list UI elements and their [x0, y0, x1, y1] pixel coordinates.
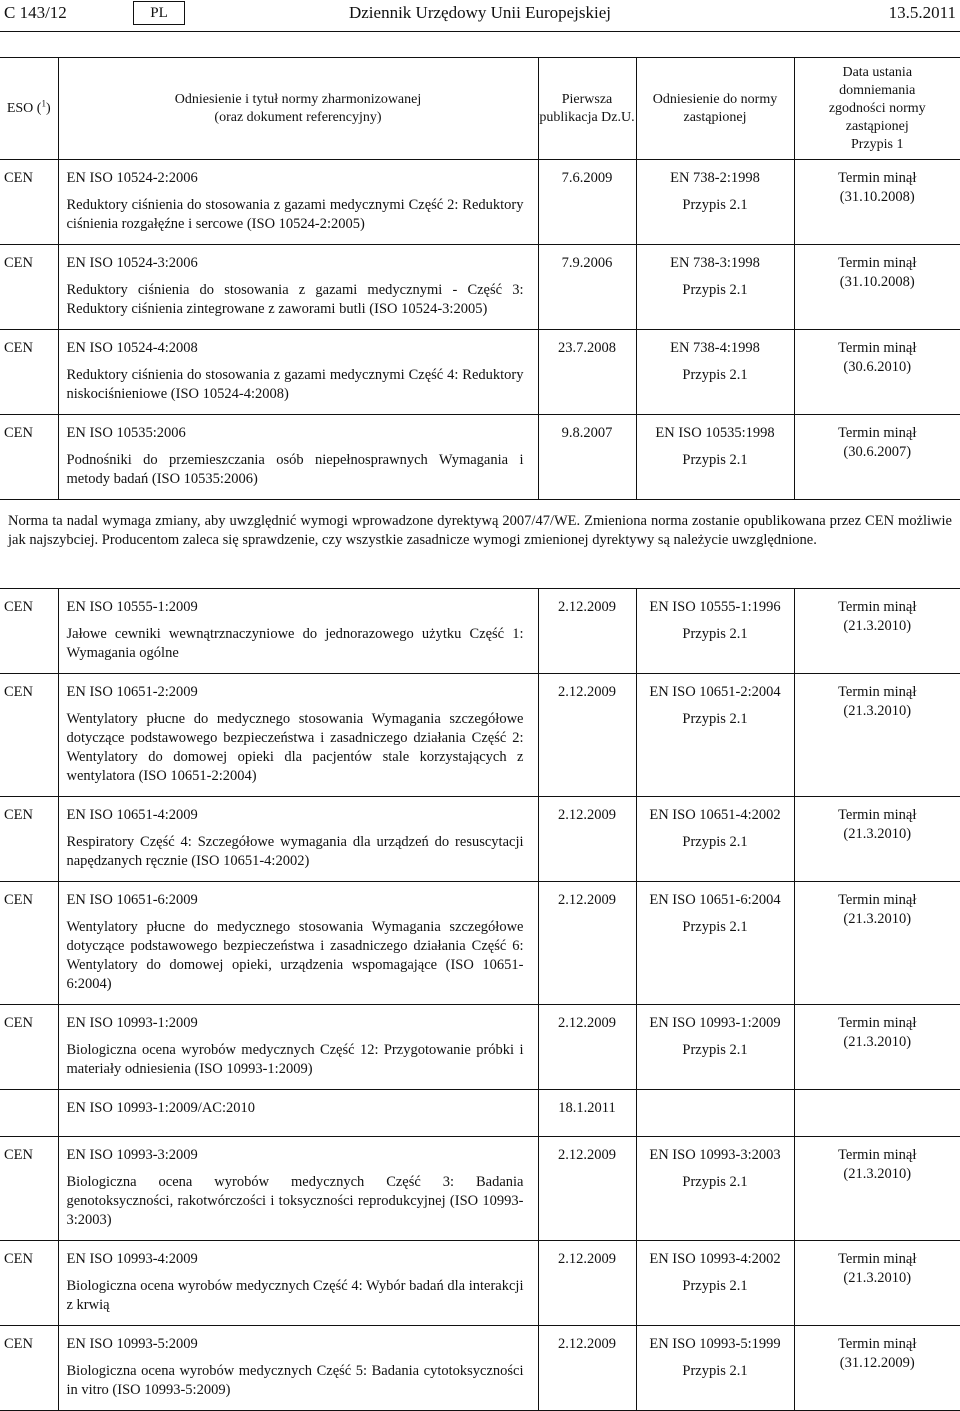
- cessation-status: Termin minął: [795, 1250, 960, 1269]
- eso-cell: [0, 1090, 58, 1137]
- eso-cell: [0, 245, 58, 330]
- eso-cell: [0, 1137, 58, 1241]
- table-row: [0, 882, 960, 1005]
- standard-reference: EN ISO 10524-4:2008: [67, 339, 524, 358]
- superseded-standard: EN 738-2:1998: [637, 169, 794, 188]
- superseded-standard: EN ISO 10535:1998: [637, 424, 794, 443]
- standard-title: Jałowe cewniki wewnątrznaczyniowe do jednorazowego użytku Część 1: Wymagania ogólne: [67, 625, 524, 663]
- eso-cell: [0, 330, 58, 415]
- superseded-note: Przypis 2.1: [637, 451, 794, 470]
- cessation-status: Termin minął: [795, 254, 960, 273]
- superseded-standard: EN ISO 10651-6:2004: [637, 891, 794, 910]
- eso-cell: [0, 1005, 58, 1090]
- reference-cell: [58, 330, 538, 415]
- first-publication-cell: [538, 1241, 636, 1326]
- standard-reference: EN ISO 10555-1:2009: [67, 598, 524, 617]
- superseded-note: Przypis 2.1: [637, 1277, 794, 1296]
- superseded-standard: EN ISO 10651-4:2002: [637, 806, 794, 825]
- table-row: [0, 245, 960, 330]
- header-superseded: Odniesienie do normy zastąpionej: [636, 58, 794, 160]
- superseded-standard: EN ISO 10993-1:2009: [637, 1014, 794, 1033]
- cessation-date: (31.12.2009): [795, 1354, 960, 1373]
- publication-date-value: 7.6.2009: [539, 169, 636, 188]
- cessation-cell: [794, 245, 960, 330]
- eso-cell: [0, 589, 58, 674]
- eso-body: CEN: [4, 683, 58, 702]
- standard-title: Biologiczna ocena wyrobów medycznych Część 4: Wybór badań dla interakcji z krwią: [67, 1277, 524, 1315]
- publication-date-value: 2.12.2009: [539, 1146, 636, 1165]
- reference-cell: [58, 797, 538, 882]
- superseded-note: Przypis 2.1: [637, 281, 794, 300]
- cessation-cell: [794, 1326, 960, 1411]
- eso-body: CEN: [4, 254, 58, 273]
- standard-title: Biologiczna ocena wyrobów medycznych Część 5: Badania cytotoksyczności in vitro (ISO 10993-5:2009): [67, 1362, 524, 1400]
- journal-title: Dziennik Urzędowy Unii Europejskiej: [0, 0, 960, 26]
- reference-cell: [58, 1005, 538, 1090]
- table-row: [0, 1090, 960, 1137]
- standard-reference: EN ISO 10524-2:2006: [67, 169, 524, 188]
- standard-reference: EN ISO 10993-1:2009/AC:2010: [67, 1099, 524, 1118]
- superseded-cell: [636, 245, 794, 330]
- eso-body: CEN: [4, 1335, 58, 1354]
- eso-cell: [0, 1326, 58, 1411]
- standard-title: Reduktory ciśnienia do stosowania z gazami medycznymi Część 4: Reduktory niskociśnieniowe (ISO 10524-4:2008): [67, 366, 524, 404]
- header-rule: [0, 31, 960, 32]
- table-row: [0, 1326, 960, 1411]
- eso-body: CEN: [4, 598, 58, 617]
- first-publication-cell: [538, 882, 636, 1005]
- first-publication-cell: [538, 1137, 636, 1241]
- standard-reference: EN ISO 10524-3:2006: [67, 254, 524, 273]
- reference-cell: [58, 882, 538, 1005]
- superseded-standard: EN ISO 10555-1:1996: [637, 598, 794, 617]
- eso-cell: [0, 882, 58, 1005]
- superseded-standard: EN ISO 10651-2:2004: [637, 683, 794, 702]
- first-publication-cell: [538, 160, 636, 245]
- publication-date-value: 2.12.2009: [539, 598, 636, 617]
- superseded-cell: [636, 330, 794, 415]
- superseded-cell: [636, 1326, 794, 1411]
- eso-body: CEN: [4, 1250, 58, 1269]
- standard-reference: EN ISO 10993-1:2009: [67, 1014, 524, 1033]
- cessation-cell: [794, 797, 960, 882]
- cessation-date: (21.3.2010): [795, 1165, 960, 1184]
- reference-cell: [58, 1241, 538, 1326]
- publication-date-value: 2.12.2009: [539, 1335, 636, 1354]
- eso-cell: [0, 1241, 58, 1326]
- cessation-date: (21.3.2010): [795, 617, 960, 636]
- cessation-cell: [794, 1137, 960, 1241]
- superseded-cell: [636, 160, 794, 245]
- superseded-note: Przypis 2.1: [637, 1362, 794, 1381]
- first-publication-cell: [538, 1090, 636, 1137]
- first-publication-cell: [538, 797, 636, 882]
- first-publication-cell: [538, 674, 636, 797]
- first-publication-cell: [538, 1326, 636, 1411]
- cessation-date: (21.3.2010): [795, 702, 960, 721]
- superseded-standard: EN 738-4:1998: [637, 339, 794, 358]
- cessation-status: Termin minął: [795, 339, 960, 358]
- cessation-date: (31.10.2008): [795, 188, 960, 207]
- standard-title: Biologiczna ocena wyrobów medycznych Część 12: Przygotowanie próbki i materiały odniesienia (ISO 10993-1:2009): [67, 1041, 524, 1079]
- first-publication-cell: [538, 245, 636, 330]
- cessation-date: (21.3.2010): [795, 825, 960, 844]
- page-header: [0, 0, 960, 26]
- superseded-note: Przypis 2.1: [637, 1173, 794, 1192]
- reference-cell: [58, 415, 538, 500]
- publication-date: 13.5.2011: [889, 0, 956, 26]
- cessation-status: Termin minął: [795, 1146, 960, 1165]
- superseded-note: Przypis 2.1: [637, 918, 794, 937]
- table-row: [0, 160, 960, 245]
- standards-table-top: [0, 57, 960, 500]
- cessation-date: (31.10.2008): [795, 273, 960, 292]
- standard-title: Podnośniki do przemieszczania osób niepełnosprawnych Wymagania i metody badań (ISO 10535:2006): [67, 451, 524, 489]
- standard-title: Reduktory ciśnienia do stosowania z gazami medycznymi - Część 3: Reduktory ciśnienia zintegrowane z zaworami butli (ISO 10524-3:2005): [67, 281, 524, 319]
- first-publication-cell: [538, 589, 636, 674]
- superseded-standard: EN ISO 10993-5:1999: [637, 1335, 794, 1354]
- superseded-cell: [636, 1005, 794, 1090]
- first-publication-cell: [538, 415, 636, 500]
- reference-cell: [58, 1090, 538, 1137]
- standard-reference: EN ISO 10993-5:2009: [67, 1335, 524, 1354]
- standard-reference: EN ISO 10993-3:2009: [67, 1146, 524, 1165]
- table-row: [0, 330, 960, 415]
- language-badge: PL: [133, 1, 185, 25]
- cessation-date: (30.6.2010): [795, 358, 960, 377]
- cessation-date: (21.3.2010): [795, 910, 960, 929]
- eso-body: CEN: [4, 169, 58, 188]
- eso-cell: [0, 674, 58, 797]
- standard-title: Wentylatory płucne do medycznego stosowania Wymagania szczegółowe dotyczące podstawowego bezpieczeństwa i zasadniczego działania Część 2: Wentylatory do domowej opieki dla pacjentów stale korzystających z wentylatora (ISO 10651-2:2004): [67, 710, 524, 786]
- eso-cell: [0, 797, 58, 882]
- table-row: [0, 797, 960, 882]
- header-cessation-date: Data ustania domniemania zgodności normy zastąpionej Przypis 1: [794, 58, 960, 160]
- cessation-cell: [794, 589, 960, 674]
- reference-cell: [58, 160, 538, 245]
- reference-cell: [58, 589, 538, 674]
- table-row: [0, 1241, 960, 1326]
- standard-reference: EN ISO 10535:2006: [67, 424, 524, 443]
- eso-cell: [0, 415, 58, 500]
- cessation-status: Termin minął: [795, 169, 960, 188]
- standard-title: Respiratory Część 4: Szczegółowe wymagania dla urządzeń do resuscytacji napędzanych ręcznie (ISO 10651-4:2002): [67, 833, 524, 871]
- eso-body: CEN: [4, 339, 58, 358]
- publication-date-value: 18.1.2011: [539, 1099, 636, 1118]
- publication-date-value: 7.9.2006: [539, 254, 636, 273]
- eso-body: CEN: [4, 1146, 58, 1165]
- table-row: [0, 1137, 960, 1241]
- standard-title: Biologiczna ocena wyrobów medycznych Część 3: Badania genotoksyczności, rakotwórczości i toksyczności reprodukcyjnej (ISO 10993-3:2003): [67, 1173, 524, 1230]
- standard-reference: EN ISO 10651-4:2009: [67, 806, 524, 825]
- header-eso: ESO ($^1$): [0, 58, 58, 160]
- standard-reference: EN ISO 10651-2:2009: [67, 683, 524, 702]
- cessation-cell: [794, 1090, 960, 1137]
- superseded-cell: [636, 415, 794, 500]
- table-row: [0, 1005, 960, 1090]
- journal-issue-number: C 143/12: [4, 0, 67, 26]
- publication-date-value: 9.8.2007: [539, 424, 636, 443]
- standard-title: Wentylatory płucne do medycznego stosowania Wymagania szczegółowe dotyczące podstawowego bezpieczeństwa i zasadniczego działania Część 6: Wentylatory do domowej opieki, urządzenia wspomagające (ISO 10651-6:2004): [67, 918, 524, 994]
- superseded-note: Przypis 2.1: [637, 1041, 794, 1060]
- reference-cell: [58, 1326, 538, 1411]
- publication-date-value: 2.12.2009: [539, 1014, 636, 1033]
- cessation-cell: [794, 330, 960, 415]
- standard-reference: EN ISO 10651-6:2009: [67, 891, 524, 910]
- superseded-standard: EN ISO 10993-4:2002: [637, 1250, 794, 1269]
- publication-date-value: 2.12.2009: [539, 891, 636, 910]
- cessation-date: (21.3.2010): [795, 1269, 960, 1288]
- superseded-cell: [636, 797, 794, 882]
- standard-reference: EN ISO 10993-4:2009: [67, 1250, 524, 1269]
- standard-title: Reduktory ciśnienia do stosowania z gazami medycznymi Część 2: Reduktory ciśnienia rozgałęźne i sercowe (ISO 10524-2:2005): [67, 196, 524, 234]
- eso-cell: [0, 160, 58, 245]
- cessation-cell: [794, 674, 960, 797]
- superseded-cell: [636, 882, 794, 1005]
- eso-body: CEN: [4, 424, 58, 443]
- header-reference: Odniesienie i tytuł normy zharmonizowanej (oraz dokument referencyjny): [58, 58, 538, 160]
- table-header-row: [0, 58, 960, 160]
- reference-cell: [58, 674, 538, 797]
- publication-date-value: 23.7.2008: [539, 339, 636, 358]
- superseded-note: Przypis 2.1: [637, 366, 794, 385]
- reference-cell: [58, 245, 538, 330]
- eso-body: CEN: [4, 1014, 58, 1033]
- standards-table-bottom: [0, 588, 960, 1411]
- header-first-publication: Pierwsza publikacja Dz.U.: [538, 58, 636, 160]
- cessation-status: Termin minął: [795, 598, 960, 617]
- cessation-cell: [794, 1005, 960, 1090]
- publication-date-value: 2.12.2009: [539, 1250, 636, 1269]
- amendment-note: Norma ta nadal wymaga zmiany, aby uwzględnić wymogi wprowadzone dyrektywą 2007/47/WE. Zmieniona norma zostanie opublikowana przez CEN możliwie jak najszybciej. Producentom zaleca się sprawdzenie, czy wszystkie zasadnicze wymogi zmienionej dyrektywy są należycie uwzględnione.: [8, 512, 952, 550]
- cessation-date: (30.6.2007): [795, 443, 960, 462]
- table-row: [0, 589, 960, 674]
- first-publication-cell: [538, 1005, 636, 1090]
- publication-date-value: 2.12.2009: [539, 683, 636, 702]
- cessation-status: Termin minął: [795, 1014, 960, 1033]
- cessation-status: Termin minął: [795, 683, 960, 702]
- cessation-status: Termin minął: [795, 806, 960, 825]
- table-row: [0, 674, 960, 797]
- superseded-cell: [636, 1241, 794, 1326]
- publication-date-value: 2.12.2009: [539, 806, 636, 825]
- cessation-cell: [794, 415, 960, 500]
- superseded-cell: [636, 589, 794, 674]
- reference-cell: [58, 1137, 538, 1241]
- eso-body: CEN: [4, 891, 58, 910]
- first-publication-cell: [538, 330, 636, 415]
- cessation-cell: [794, 160, 960, 245]
- cessation-status: Termin minął: [795, 891, 960, 910]
- superseded-cell: [636, 1137, 794, 1241]
- eso-body: CEN: [4, 806, 58, 825]
- cessation-status: Termin minął: [795, 424, 960, 443]
- superseded-note: Przypis 2.1: [637, 833, 794, 852]
- superseded-standard: EN ISO 10993-3:2003: [637, 1146, 794, 1165]
- cessation-status: Termin minął: [795, 1335, 960, 1354]
- cessation-cell: [794, 1241, 960, 1326]
- superseded-note: Przypis 2.1: [637, 710, 794, 729]
- cessation-cell: [794, 882, 960, 1005]
- cessation-date: (21.3.2010): [795, 1033, 960, 1052]
- superseded-standard: EN 738-3:1998: [637, 254, 794, 273]
- superseded-cell: [636, 674, 794, 797]
- superseded-note: Przypis 2.1: [637, 196, 794, 215]
- superseded-cell: [636, 1090, 794, 1137]
- superseded-note: Przypis 2.1: [637, 625, 794, 644]
- table-row: [0, 415, 960, 500]
